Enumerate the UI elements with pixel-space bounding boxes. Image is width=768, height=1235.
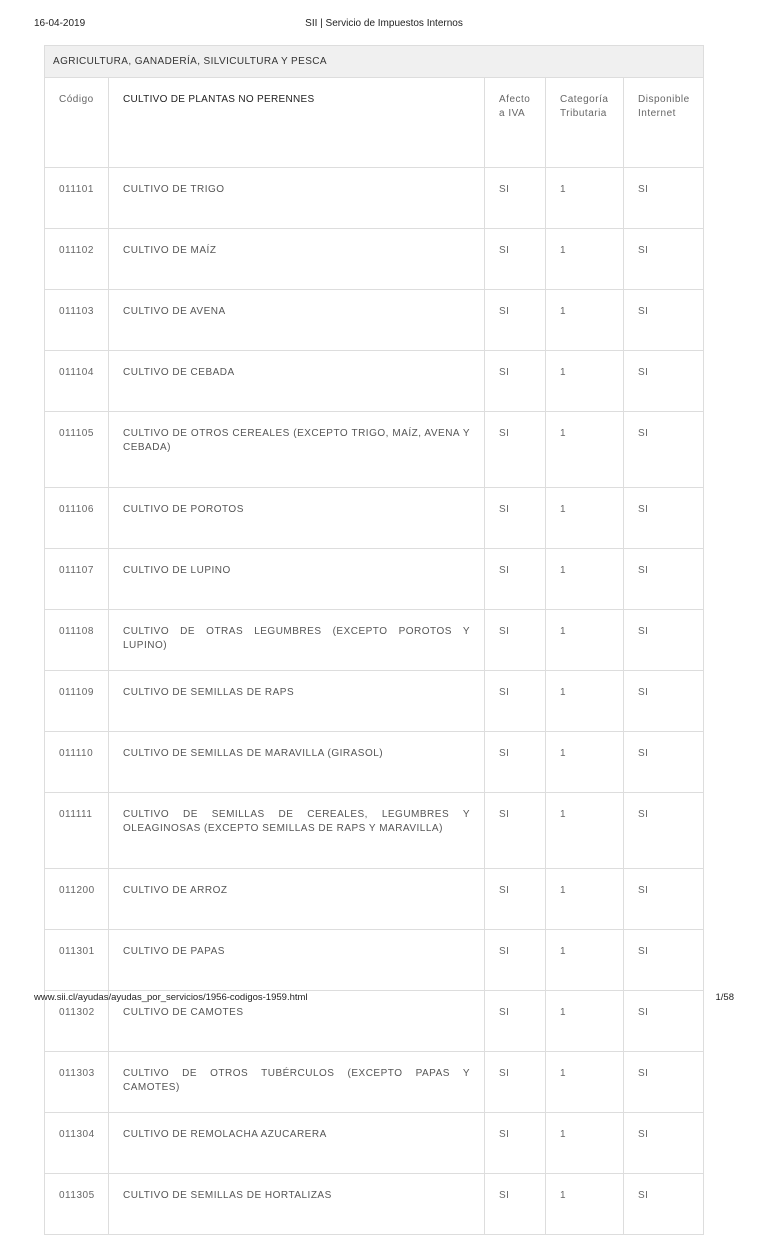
cell-descripcion: CULTIVO DE OTROS CEREALES (EXCEPTO TRIGO, MAÍZ, AVENA Y CEBADA) <box>109 412 485 488</box>
activity-codes-table-container <box>44 45 703 1235</box>
cell-disponible: SI <box>624 488 704 549</box>
cell-codigo: 011104 <box>45 351 109 412</box>
cell-categoria: 1 <box>546 1052 624 1113</box>
cell-disponible: SI <box>624 168 704 229</box>
cell-disponible: SI <box>624 610 704 671</box>
cell-descripcion: CULTIVO DE CEBADA <box>109 351 485 412</box>
cell-codigo: 011102 <box>45 229 109 290</box>
cell-codigo: 011303 <box>45 1052 109 1113</box>
cell-categoria: 1 <box>546 168 624 229</box>
cell-disponible: SI <box>624 793 704 869</box>
cell-categoria: 1 <box>546 488 624 549</box>
cell-categoria: 1 <box>546 549 624 610</box>
table-row <box>45 290 704 351</box>
cell-codigo: 011305 <box>45 1174 109 1235</box>
page-url: www.sii.cl/ayudas/ayudas_por_servicios/1956-codigos-1959.html <box>34 992 308 1003</box>
table-row <box>45 168 704 229</box>
cell-disponible: SI <box>624 290 704 351</box>
cell-afecto-iva: SI <box>485 869 546 930</box>
cell-codigo: 011107 <box>45 549 109 610</box>
cell-categoria: 1 <box>546 991 624 1052</box>
cell-codigo: 011103 <box>45 290 109 351</box>
table-row <box>45 351 704 412</box>
cell-descripcion: CULTIVO DE CAMOTES <box>109 991 485 1052</box>
cell-afecto-iva: SI <box>485 168 546 229</box>
cell-afecto-iva: SI <box>485 412 546 488</box>
cell-categoria: 1 <box>546 732 624 793</box>
table-row <box>45 930 704 991</box>
cell-descripcion: CULTIVO DE ARROZ <box>109 869 485 930</box>
cell-descripcion: CULTIVO DE TRIGO <box>109 168 485 229</box>
cell-disponible: SI <box>624 549 704 610</box>
cell-codigo: 011109 <box>45 671 109 732</box>
cell-categoria: 1 <box>546 290 624 351</box>
cell-codigo: 011105 <box>45 412 109 488</box>
table-row <box>45 229 704 290</box>
table-row <box>45 869 704 930</box>
table-row <box>45 793 704 869</box>
cell-disponible: SI <box>624 930 704 991</box>
section-header-row <box>45 46 704 78</box>
cell-codigo: 011110 <box>45 732 109 793</box>
cell-afecto-iva: SI <box>485 671 546 732</box>
cell-afecto-iva: SI <box>485 549 546 610</box>
cell-afecto-iva: SI <box>485 1052 546 1113</box>
cell-disponible: SI <box>624 351 704 412</box>
cell-descripcion: CULTIVO DE POROTOS <box>109 488 485 549</box>
cell-codigo: 011101 <box>45 168 109 229</box>
cell-afecto-iva: SI <box>485 793 546 869</box>
cell-descripcion: CULTIVO DE LUPINO <box>109 549 485 610</box>
column-header-disponible: Disponible Internet <box>624 78 704 168</box>
cell-categoria: 1 <box>546 229 624 290</box>
cell-disponible: SI <box>624 1113 704 1174</box>
cell-descripcion: CULTIVO DE SEMILLAS DE RAPS <box>109 671 485 732</box>
cell-categoria: 1 <box>546 671 624 732</box>
cell-afecto-iva: SI <box>485 1174 546 1235</box>
column-header-afecto-iva: Afecto a IVA <box>485 78 546 168</box>
cell-descripcion: CULTIVO DE SEMILLAS DE CEREALES, LEGUMBRES Y OLEAGINOSAS (EXCEPTO SEMILLAS DE RAPS Y MARAVILLA) <box>109 793 485 869</box>
cell-categoria: 1 <box>546 793 624 869</box>
cell-descripcion: CULTIVO DE SEMILLAS DE MARAVILLA (GIRASOL) <box>109 732 485 793</box>
cell-codigo: 011111 <box>45 793 109 869</box>
table-row <box>45 1052 704 1113</box>
cell-afecto-iva: SI <box>485 610 546 671</box>
table-row <box>45 610 704 671</box>
section-title: AGRICULTURA, GANADERÍA, SILVICULTURA Y PESCA <box>45 46 704 78</box>
table-row <box>45 732 704 793</box>
cell-descripcion: CULTIVO DE OTRAS LEGUMBRES (EXCEPTO POROTOS Y LUPINO) <box>109 610 485 671</box>
page-number: 1/58 <box>715 992 734 1003</box>
table-row <box>45 1113 704 1174</box>
print-header <box>34 18 734 32</box>
print-footer <box>34 992 734 1006</box>
cell-afecto-iva: SI <box>485 732 546 793</box>
table-row <box>45 1174 704 1235</box>
cell-codigo: 011106 <box>45 488 109 549</box>
cell-disponible: SI <box>624 1052 704 1113</box>
cell-descripcion: CULTIVO DE MAÍZ <box>109 229 485 290</box>
print-date: 16-04-2019 <box>34 18 86 29</box>
cell-afecto-iva: SI <box>485 1113 546 1174</box>
cell-categoria: 1 <box>546 610 624 671</box>
table-row <box>45 549 704 610</box>
cell-disponible: SI <box>624 1174 704 1235</box>
activity-codes-table <box>44 45 704 1235</box>
cell-disponible: SI <box>624 229 704 290</box>
cell-codigo: 011108 <box>45 610 109 671</box>
cell-categoria: 1 <box>546 1113 624 1174</box>
cell-disponible: SI <box>624 732 704 793</box>
cell-disponible: SI <box>624 412 704 488</box>
column-header-row <box>45 78 704 168</box>
cell-codigo: 011302 <box>45 991 109 1052</box>
cell-afecto-iva: SI <box>485 229 546 290</box>
column-header-codigo: Código <box>45 78 109 168</box>
cell-categoria: 1 <box>546 930 624 991</box>
cell-afecto-iva: SI <box>485 488 546 549</box>
column-header-categoria: Categoría Tributaria <box>546 78 624 168</box>
cell-codigo: 011301 <box>45 930 109 991</box>
cell-descripcion: CULTIVO DE REMOLACHA AZUCARERA <box>109 1113 485 1174</box>
cell-afecto-iva: SI <box>485 930 546 991</box>
cell-afecto-iva: SI <box>485 991 546 1052</box>
cell-descripcion: CULTIVO DE SEMILLAS DE HORTALIZAS <box>109 1174 485 1235</box>
print-page-title: SII | Servicio de Impuestos Internos <box>305 18 463 29</box>
cell-descripcion: CULTIVO DE AVENA <box>109 290 485 351</box>
cell-codigo: 011200 <box>45 869 109 930</box>
cell-afecto-iva: SI <box>485 351 546 412</box>
cell-disponible: SI <box>624 869 704 930</box>
cell-descripcion: CULTIVO DE OTROS TUBÉRCULOS (EXCEPTO PAPAS Y CAMOTES) <box>109 1052 485 1113</box>
cell-categoria: 1 <box>546 412 624 488</box>
cell-categoria: 1 <box>546 869 624 930</box>
table-row <box>45 671 704 732</box>
cell-categoria: 1 <box>546 1174 624 1235</box>
cell-disponible: SI <box>624 671 704 732</box>
table-row <box>45 412 704 488</box>
table-row <box>45 488 704 549</box>
column-header-descripcion: CULTIVO DE PLANTAS NO PERENNES <box>109 78 485 168</box>
cell-disponible: SI <box>624 991 704 1052</box>
cell-descripcion: CULTIVO DE PAPAS <box>109 930 485 991</box>
cell-categoria: 1 <box>546 351 624 412</box>
cell-codigo: 011304 <box>45 1113 109 1174</box>
cell-afecto-iva: SI <box>485 290 546 351</box>
